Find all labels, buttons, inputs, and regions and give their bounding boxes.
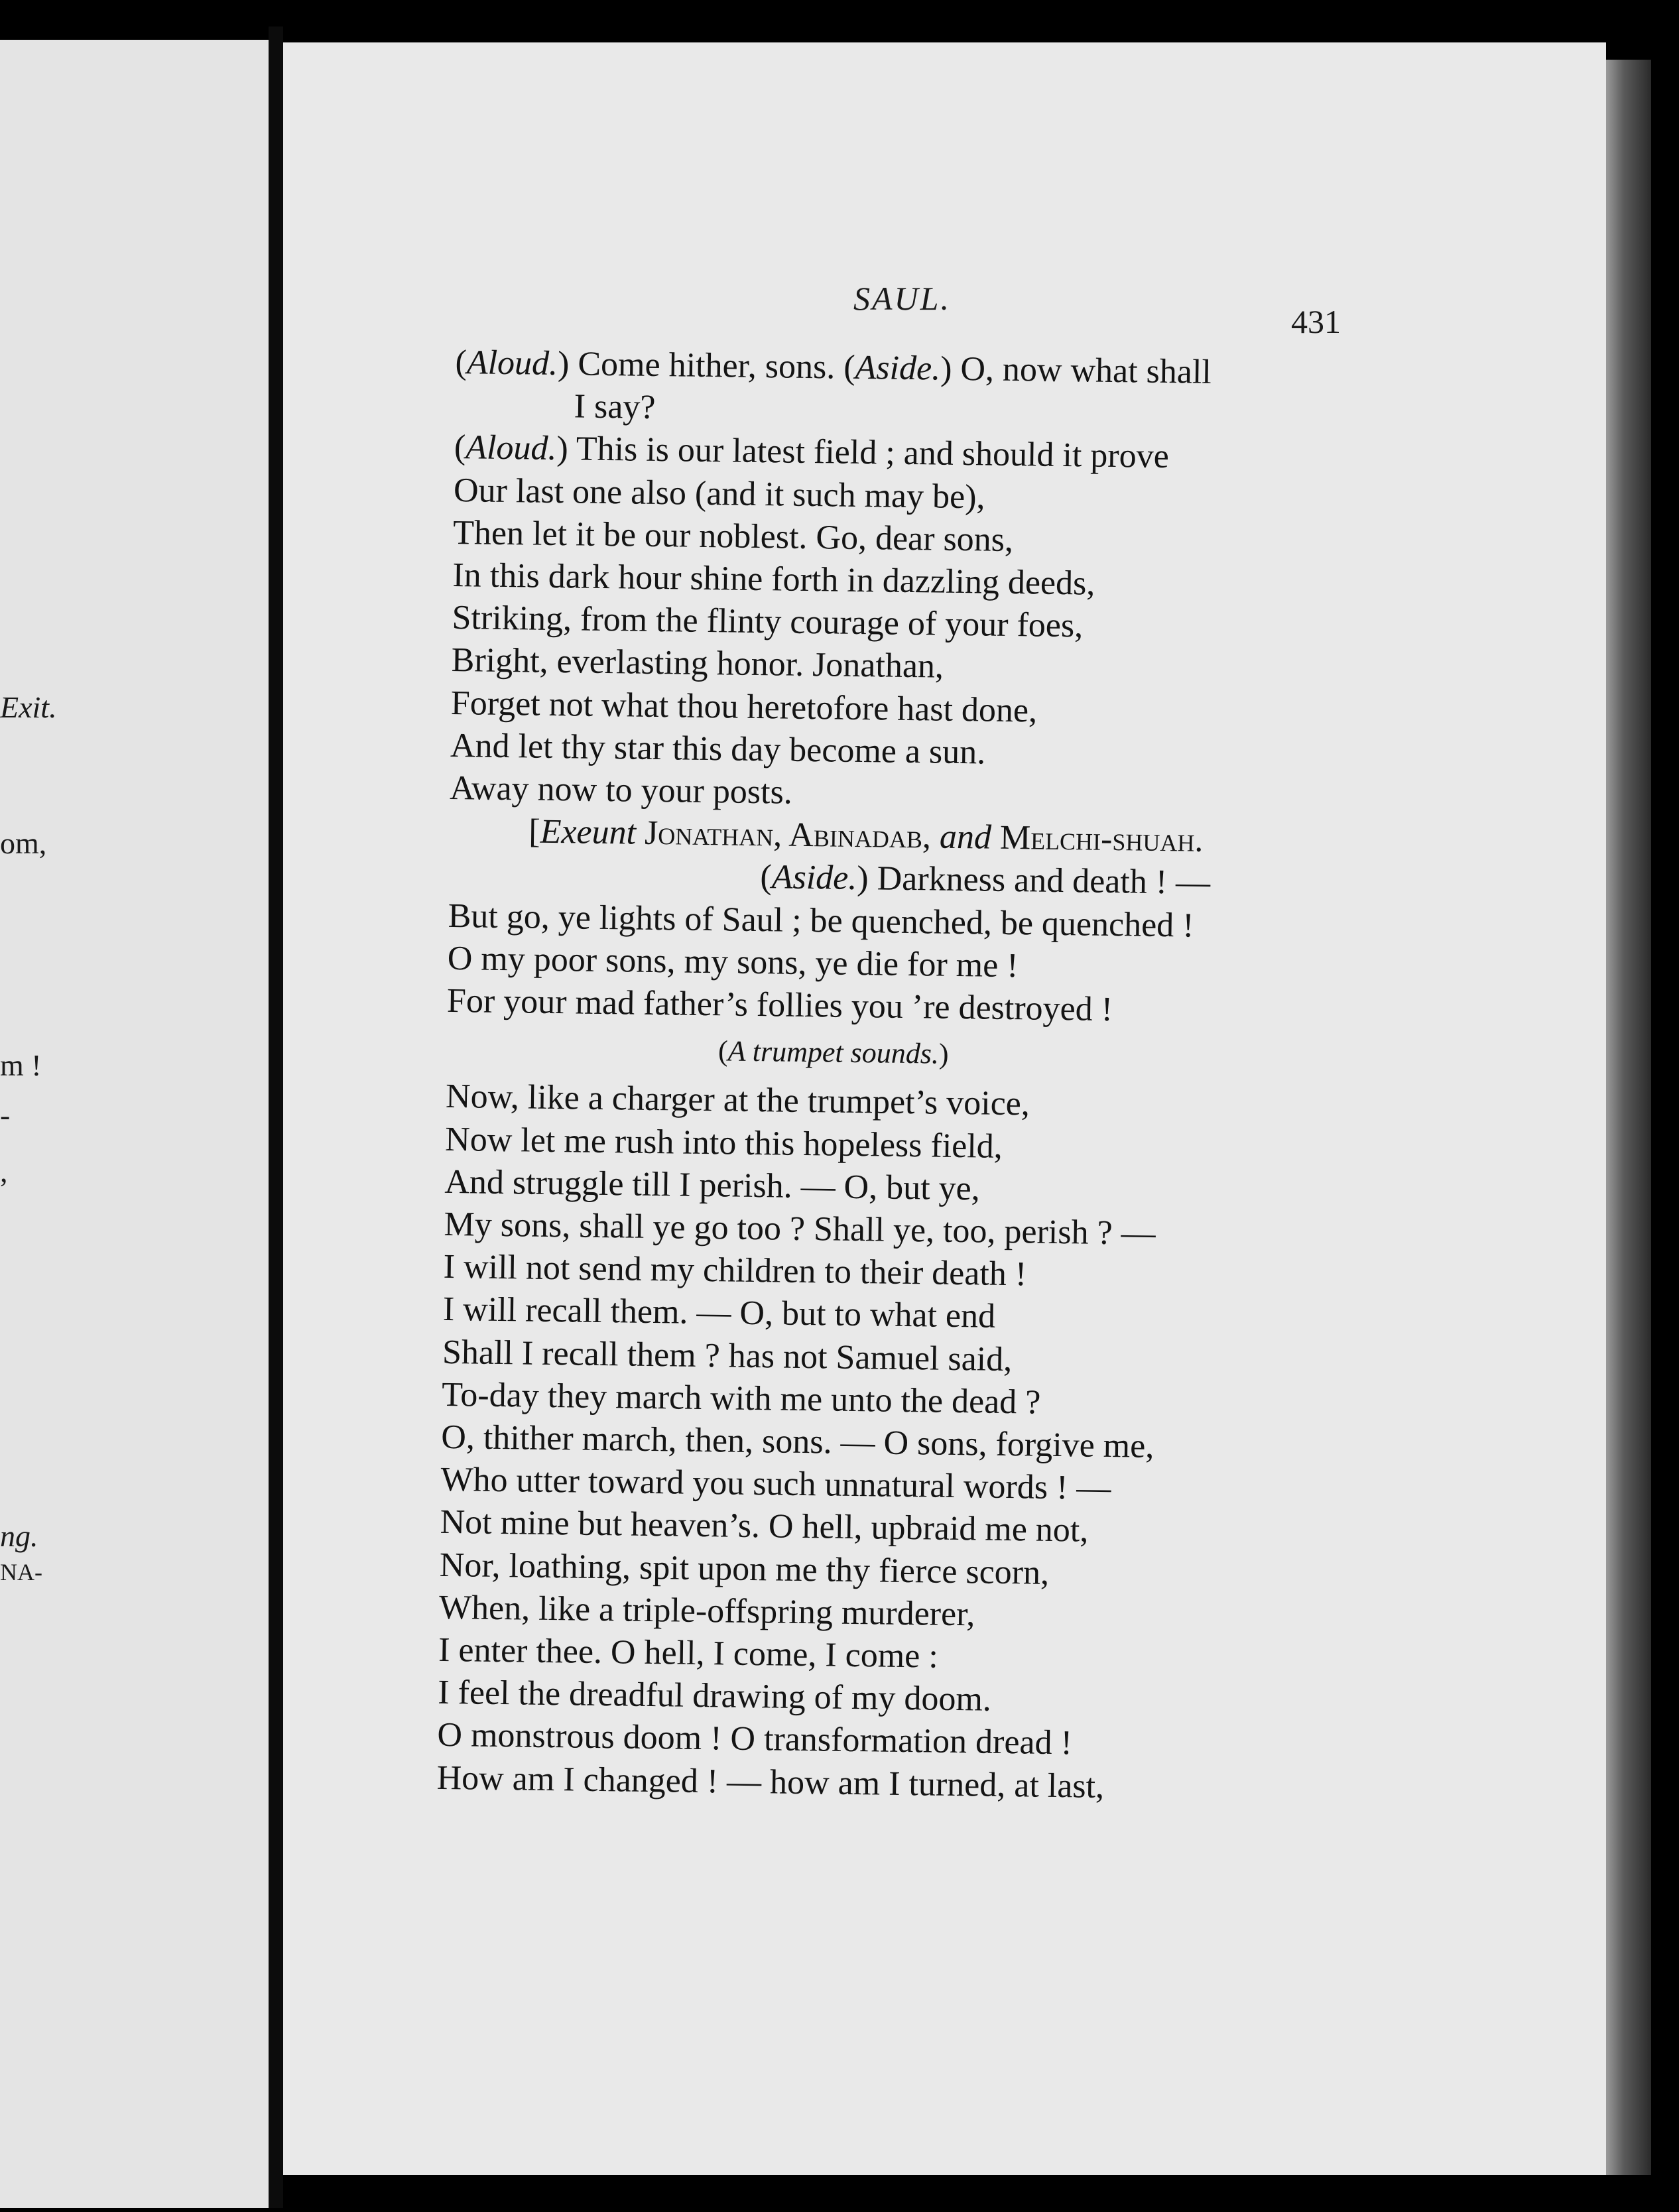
left-page-fragment: NA- [0,1559,42,1585]
verse-line [447,981,1113,1030]
verse-segment: Forget not what thou heretofore hast done, [450,684,1038,730]
verse-line [448,896,1194,946]
verse-segment: And let thy star this day become a sun. [450,726,986,772]
verse-segment: O my poor sons, my sons, ye die for me ! [447,939,1019,985]
verse-segment: Nor, loathing, spit upon me thy fierce scorn, [439,1546,1050,1592]
verse-line [442,1332,1013,1379]
verse-segment: and [939,818,992,857]
verse-line [446,1077,1030,1125]
verse-segment: Who utter toward you such unnatural words ! — [440,1461,1111,1508]
verse-segment: I will not send my children to their death ! [443,1248,1027,1294]
verse-line [450,726,986,773]
verse-segment: I say? [574,387,656,427]
verse-segment: My sons, shall ye go too ? Shall ye, too, perish ? — [444,1205,1156,1253]
verse-line [444,1205,1156,1254]
verse-line [439,1588,975,1635]
verse-segment: Striking, from the flinty courage of your foes, [452,599,1084,645]
verse-segment: I will recall them. — O, but to what end [442,1290,996,1336]
verse-line [443,1290,996,1337]
verse-segment: Melchi-shuah. [991,818,1204,860]
left-page-fragment: , [0,1154,8,1188]
verse-line [443,1247,1026,1295]
verse-line [452,556,1095,604]
verse-segment: In this dark hour shine forth in dazzling deeds, [452,556,1095,603]
verse-line [450,768,792,813]
verse-line [440,1503,1088,1551]
book-gutter [269,27,283,2208]
verse-segment: And struggle till I perish. — O, but ye, [444,1162,981,1208]
verse-line [760,857,1210,903]
verse-line [447,939,1019,986]
left-page-fragment: - [0,1098,11,1132]
verse-segment: I feel the dreadful drawing of my doom. [437,1674,992,1719]
verse-line [452,598,1083,646]
verse-segment: Bright, everlasting honor. Jonathan, [451,641,944,686]
verse-segment: How am I changed ! — how am I turned, at last, [436,1758,1105,1806]
verse-segment: O, thither march, then, sons. — O sons, forgive me, [441,1418,1154,1465]
verse-segment: When, like a triple-offspring murderer, [438,1588,975,1634]
verse-segment: Aloud. [466,343,558,383]
verse-segment: ) Come hither, sons. ( [557,345,856,387]
page-edge [1606,60,1651,2175]
left-page-fragment: ng. [0,1519,38,1553]
verse-line [454,471,985,517]
verse-line [438,1630,938,1677]
verse-line [437,1715,1072,1764]
verse-line [455,343,1212,393]
verse-line [529,812,1204,861]
verse-line [438,1673,991,1720]
verse-line [454,428,1170,477]
verse-line [574,387,655,428]
verse-segment: For your mad father’s follies you ’re destroyed ! [446,981,1113,1029]
verse-segment: To-day they march with me unto the dead ? [441,1375,1041,1422]
verse-line [441,1418,1154,1467]
verse-segment: But go, ye lights of Saul ; be quenched, be quenched ! [448,896,1194,945]
verse-line [718,1031,949,1074]
verse-segment: Away now to your posts. [449,768,793,812]
verse-segment: Exeunt [540,812,637,852]
left-page-fragment: Exit. [0,690,57,724]
verse-line [451,641,944,687]
verse-segment: Aloud. [465,428,557,468]
verse-line [436,1758,1104,1806]
verse-segment: Aside. [855,348,941,388]
verse-segment: Now, like a charger at the trumpet’s voice, [445,1077,1030,1123]
right-page [283,42,1606,2175]
page-number: 431 [1291,303,1341,340]
verse-segment: Then let it be our noblest. Go, dear sons, [452,513,1014,559]
verse-segment: Our last one also (and it such may be), [453,471,985,517]
left-page-fragment: m ! [0,1048,42,1082]
verse-segment: ) O, now what shall [940,349,1212,391]
left-page-fragment: om, [0,826,47,860]
verse-segment: ( [760,858,773,896]
running-title: SAUL. [853,280,951,317]
verse-segment: ( [454,428,466,467]
verse-line [442,1375,1041,1423]
verse-segment: O monstrous doom ! O transformation dread ! [437,1716,1073,1762]
left-page [0,40,269,2208]
verse-line [444,1162,980,1209]
verse-line [439,1545,1049,1593]
verse-line [445,1119,1003,1166]
verse-segment: ) This is our latest field ; and should it prove [556,430,1170,476]
verse-segment: ) [938,1037,949,1071]
verse-line [440,1460,1111,1508]
verse-segment: Aside. [771,858,857,898]
verse-segment: A trumpet sounds. [727,1034,940,1070]
verse-segment: Jonathan, Abinadab, [635,814,940,856]
verse-segment: Shall I recall them ? has not Samuel said, [442,1333,1013,1379]
verse-segment: Now let me rush into this hopeless field, [444,1120,1003,1166]
verse-segment: Not mine but heaven’s. O hell, upbraid me not, [440,1503,1089,1550]
verse-segment: ) Darkness and death ! — [856,859,1211,902]
verse-segment: I enter thee. O hell, I come, I come : [438,1630,939,1676]
verse-segment: [ [528,812,541,851]
verse-segment: ( [455,343,467,382]
verse-line [453,513,1014,560]
verse-segment: ( [717,1034,729,1068]
verse-line [450,684,1037,731]
